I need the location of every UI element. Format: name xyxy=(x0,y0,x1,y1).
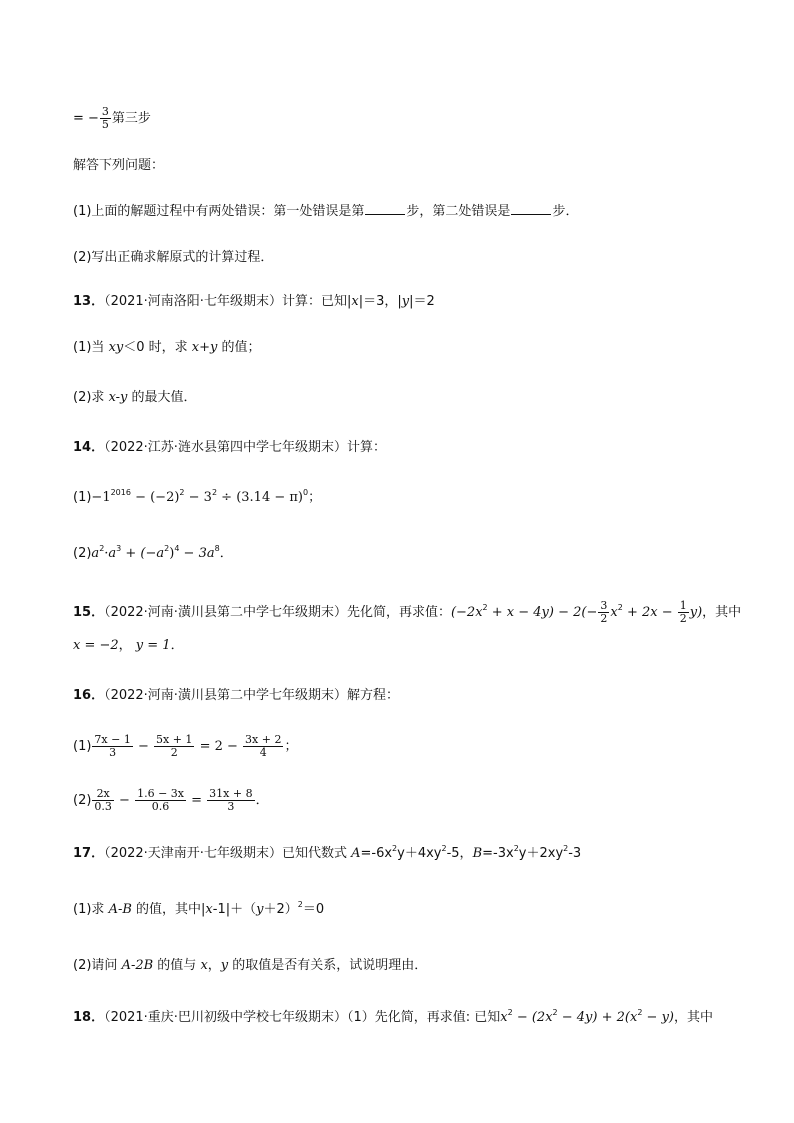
question-16: 16．（2022·河南·潢川县第二中学七年级期末）解方程： xyxy=(73,688,399,703)
question-18: 18．（2021·重庆·巴川初级中学校七年级期末）（1）先化简，再求值: 已知$x^2 - (2x^2 - 4y) + 2(x^2 - y)$，其中 xyxy=(73,1008,713,1025)
answer-blank[interactable] xyxy=(511,202,551,215)
question-13-part2: (2)求 x-y 的最大值． xyxy=(73,390,197,405)
answer-blank[interactable] xyxy=(365,202,405,215)
question-16-part2: (2) $\frac{2x}{0.3}$ − $\frac{1.6 - 3x}{0.6}$ = $\frac{31x + 8}{3}$ ． xyxy=(73,787,269,813)
question-14-part2: $(2)a^2\cdot a^3 + (-a^2)^4 - 3a^8$． xyxy=(73,544,233,561)
line-instruction: 解答下列问题： xyxy=(73,158,165,173)
line-step3: = − $\frac{3}{5}$ 第三步 xyxy=(73,105,151,131)
question-17: 17．（2022·天津南开·七年级期末）已知代数式 $A=-6x^2y+4xy^2-5$，$B=-3x^2y+2xy^2-3$ xyxy=(73,844,582,861)
question-13-part1: (1)当 xy＜0 时，求 x+y 的值； xyxy=(73,340,261,355)
fraction: $\frac{2x}{0.3}$ xyxy=(94,787,112,813)
line-error-question: (1)上面的解题过程中有两处错误：第一处错误是第 步，第二处错误是 步． xyxy=(73,204,579,219)
question-13: 13．（2021·河南洛阳·七年级期末）计算：已知|x|＝3，|y|＝2 xyxy=(73,294,435,309)
question-16-part1: (1) $\frac{7x - 1}{3}$ − $\frac{5x + 1}{2}$ = 2 − $\frac{3x + 2}{4}$ ； xyxy=(73,733,298,759)
question-15: 15．（2022·河南·潢川县第二中学七年级期末）先化简，再求值：$(-2x^2 + x - 4y) - 2(-$ $\frac{3}{2}$ $x^2 + 2x$ − $\frac{1}{2}$ y)，其中 xyxy=(73,599,742,625)
fraction: $\frac{7x - 1}{3}$ xyxy=(94,733,131,759)
question-17-part1: (1)求 A-B 的值，其中$|x-1|+(y+2)^2=0$ xyxy=(73,900,325,917)
fraction: $\frac{1.6 - 3x}{0.6}$ xyxy=(137,787,184,813)
fraction: $\frac{3}{5}$ xyxy=(101,105,109,131)
fraction: $\frac{5x + 1}{2}$ xyxy=(156,733,193,759)
question-14-part1: $(1)-1^{2016} - (-2)^2 - 3^2 \div (3.14 - \pi)^0$； xyxy=(73,488,322,505)
question-14: 14．（2022·江苏·涟水县第四中学七年级期末）计算： xyxy=(73,440,386,455)
question-17-part2: (2)请问 A-2B 的值与 x，y 的取值是否有关系，试说明理由． xyxy=(73,958,428,973)
question-15-values: x = −2， y = 1． xyxy=(73,638,184,653)
fraction: $\frac{3x + 2}{4}$ xyxy=(245,733,282,759)
line-correct-process: (2)写出正确求解原式的计算过程． xyxy=(73,250,274,265)
fraction: $\frac{3}{2}$ xyxy=(600,599,608,625)
fraction: $\frac{1}{2}$ xyxy=(679,599,687,625)
fraction: $\frac{31x + 8}{3}$ xyxy=(209,787,253,813)
